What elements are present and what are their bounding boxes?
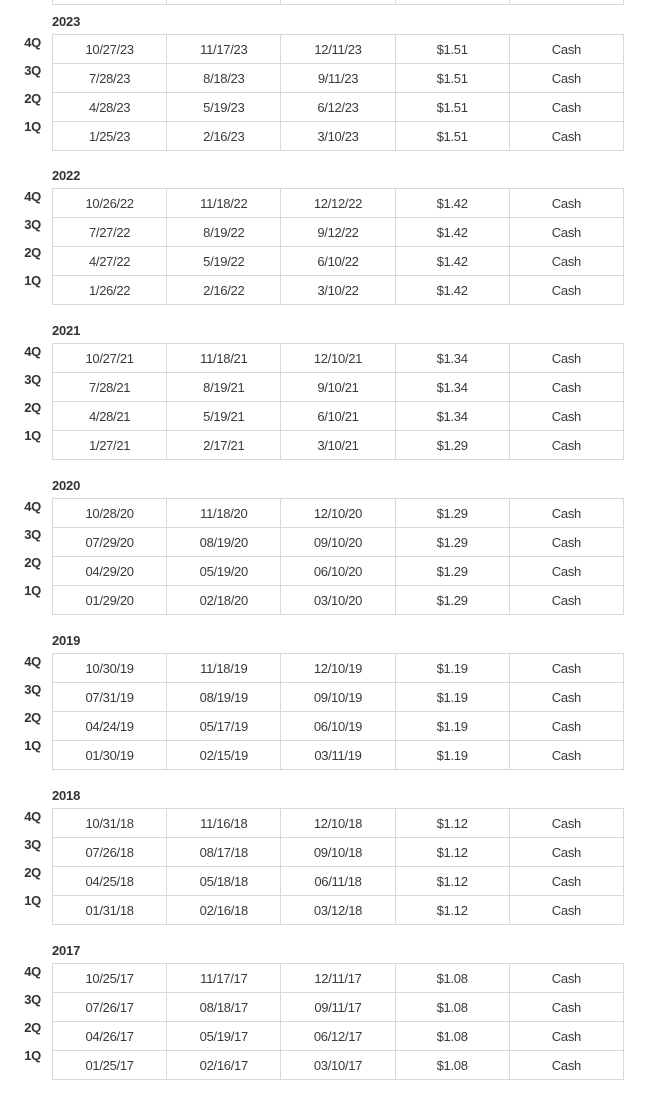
quarter-label: 1Q: [24, 738, 41, 753]
year-heading: 2021: [52, 323, 81, 338]
dividend-table: [52, 188, 624, 305]
record-date-cell: 08/17/18: [167, 838, 281, 867]
year-section: [0, 14, 650, 169]
record-date-cell: 2/16/23: [167, 122, 281, 151]
type-cell: Cash: [509, 528, 623, 557]
pay-date-cell: 09/11/17: [281, 993, 395, 1022]
quarter-label: 4Q: [24, 499, 41, 514]
previous-table-bottom: [52, 0, 624, 5]
type-cell: Cash: [509, 683, 623, 712]
type-cell: Cash: [509, 64, 623, 93]
quarter-label: 3Q: [24, 837, 41, 852]
amount-cell: $1.42: [395, 218, 509, 247]
quarter-label: 1Q: [24, 583, 41, 598]
quarter-label: 4Q: [24, 189, 41, 204]
quarter-label: 4Q: [24, 654, 41, 669]
table-row: [53, 499, 624, 528]
ex-date-cell: 7/27/22: [53, 218, 167, 247]
pay-date-cell: 03/10/17: [281, 1051, 395, 1080]
ex-date-cell: 04/26/17: [53, 1022, 167, 1051]
type-cell: Cash: [509, 189, 623, 218]
pay-date-cell: 12/11/23: [281, 35, 395, 64]
quarter-label: 2Q: [24, 400, 41, 415]
type-cell: Cash: [509, 1022, 623, 1051]
ex-date-cell: 7/28/23: [53, 64, 167, 93]
table-row: [53, 1022, 624, 1051]
amount-cell: $1.08: [395, 1051, 509, 1080]
quarter-label: 1Q: [24, 273, 41, 288]
record-date-cell: 08/19/20: [167, 528, 281, 557]
type-cell: Cash: [509, 499, 623, 528]
table-row: [53, 344, 624, 373]
quarter-label: 2Q: [24, 555, 41, 570]
table-row: [53, 741, 624, 770]
amount-cell: $1.29: [395, 528, 509, 557]
pay-date-cell: 03/11/19: [281, 741, 395, 770]
pay-date-cell: 3/10/21: [281, 431, 395, 460]
quarter-label: 2Q: [24, 1020, 41, 1035]
table-row: [53, 654, 624, 683]
amount-cell: $1.51: [395, 122, 509, 151]
ex-date-cell: 01/30/19: [53, 741, 167, 770]
record-date-cell: 5/19/22: [167, 247, 281, 276]
pay-date-cell: 12/10/19: [281, 654, 395, 683]
record-date-cell: 02/16/18: [167, 896, 281, 925]
quarter-label: 2Q: [24, 91, 41, 106]
quarter-label: 4Q: [24, 35, 41, 50]
pay-date-cell: 9/10/21: [281, 373, 395, 402]
year-heading: 2019: [52, 633, 81, 648]
amount-cell: $1.42: [395, 189, 509, 218]
ex-date-cell: 4/28/21: [53, 402, 167, 431]
amount-cell: $1.12: [395, 838, 509, 867]
type-cell: Cash: [509, 993, 623, 1022]
ex-date-cell: 10/30/19: [53, 654, 167, 683]
quarter-label: 1Q: [24, 428, 41, 443]
quarter-label: 1Q: [24, 893, 41, 908]
type-cell: Cash: [509, 276, 623, 305]
record-date-cell: 8/19/21: [167, 373, 281, 402]
type-cell: Cash: [509, 964, 623, 993]
ex-date-cell: 07/26/18: [53, 838, 167, 867]
record-date-cell: 5/19/21: [167, 402, 281, 431]
type-cell: Cash: [509, 557, 623, 586]
pay-date-cell: 12/10/20: [281, 499, 395, 528]
type-cell: Cash: [509, 344, 623, 373]
ex-date-cell: 1/27/21: [53, 431, 167, 460]
type-cell: Cash: [509, 431, 623, 460]
dividend-table: [52, 34, 624, 151]
ex-date-cell: 10/26/22: [53, 189, 167, 218]
quarter-label: 2Q: [24, 865, 41, 880]
ex-date-cell: 04/24/19: [53, 712, 167, 741]
record-date-cell: 05/19/17: [167, 1022, 281, 1051]
table-row: [53, 1051, 624, 1080]
pay-date-cell: 6/10/22: [281, 247, 395, 276]
year-heading: 2020: [52, 478, 81, 493]
table-row: [53, 557, 624, 586]
quarter-label: 4Q: [24, 809, 41, 824]
ex-date-cell: 04/29/20: [53, 557, 167, 586]
type-cell: Cash: [509, 218, 623, 247]
ex-date-cell: 10/27/21: [53, 344, 167, 373]
year-section: [0, 943, 650, 1098]
quarter-label: 3Q: [24, 63, 41, 78]
table-row: [53, 35, 624, 64]
amount-cell: $1.42: [395, 276, 509, 305]
pay-date-cell: 09/10/19: [281, 683, 395, 712]
amount-cell: $1.29: [395, 431, 509, 460]
ex-date-cell: 01/25/17: [53, 1051, 167, 1080]
ex-date-cell: 04/25/18: [53, 867, 167, 896]
type-cell: Cash: [509, 373, 623, 402]
record-date-cell: 11/16/18: [167, 809, 281, 838]
quarter-label: 3Q: [24, 682, 41, 697]
amount-cell: $1.29: [395, 557, 509, 586]
record-date-cell: 05/17/19: [167, 712, 281, 741]
pay-date-cell: 06/11/18: [281, 867, 395, 896]
record-date-cell: 08/18/17: [167, 993, 281, 1022]
year-heading: 2022: [52, 168, 81, 183]
amount-cell: $1.12: [395, 867, 509, 896]
record-date-cell: 11/17/23: [167, 35, 281, 64]
table-row: [53, 809, 624, 838]
ex-date-cell: 4/28/23: [53, 93, 167, 122]
amount-cell: $1.19: [395, 683, 509, 712]
amount-cell: $1.34: [395, 344, 509, 373]
dividend-table: [52, 963, 624, 1080]
table-row: [53, 431, 624, 460]
ex-date-cell: 4/27/22: [53, 247, 167, 276]
year-section: [0, 323, 650, 478]
quarter-label: 3Q: [24, 527, 41, 542]
table-row: [53, 373, 624, 402]
amount-cell: $1.34: [395, 402, 509, 431]
type-cell: Cash: [509, 896, 623, 925]
quarter-label: 1Q: [24, 119, 41, 134]
year-section: [0, 478, 650, 633]
pay-date-cell: 06/12/17: [281, 1022, 395, 1051]
record-date-cell: 11/18/19: [167, 654, 281, 683]
table-row: [53, 528, 624, 557]
table-row: [53, 189, 624, 218]
dividend-table: [52, 808, 624, 925]
table-row: [53, 247, 624, 276]
type-cell: Cash: [509, 35, 623, 64]
table-row: [53, 683, 624, 712]
record-date-cell: 8/18/23: [167, 64, 281, 93]
table-row: [53, 712, 624, 741]
year-section: [0, 788, 650, 943]
ex-date-cell: 10/27/23: [53, 35, 167, 64]
ex-date-cell: 10/25/17: [53, 964, 167, 993]
record-date-cell: 05/19/20: [167, 557, 281, 586]
record-date-cell: 8/19/22: [167, 218, 281, 247]
type-cell: Cash: [509, 838, 623, 867]
year-heading: 2023: [52, 14, 81, 29]
type-cell: Cash: [509, 402, 623, 431]
pay-date-cell: 06/10/19: [281, 712, 395, 741]
quarter-label: 3Q: [24, 217, 41, 232]
record-date-cell: 11/17/17: [167, 964, 281, 993]
quarter-label: 3Q: [24, 992, 41, 1007]
amount-cell: $1.08: [395, 1022, 509, 1051]
pay-date-cell: 3/10/22: [281, 276, 395, 305]
type-cell: Cash: [509, 1051, 623, 1080]
amount-cell: $1.42: [395, 247, 509, 276]
amount-cell: $1.34: [395, 373, 509, 402]
ex-date-cell: 01/31/18: [53, 896, 167, 925]
pay-date-cell: 06/10/20: [281, 557, 395, 586]
type-cell: Cash: [509, 247, 623, 276]
record-date-cell: 08/19/19: [167, 683, 281, 712]
year-section: [0, 168, 650, 323]
ex-date-cell: 07/29/20: [53, 528, 167, 557]
amount-cell: $1.19: [395, 741, 509, 770]
year-section: [0, 633, 650, 788]
type-cell: Cash: [509, 586, 623, 615]
table-row: [53, 122, 624, 151]
amount-cell: $1.29: [395, 499, 509, 528]
amount-cell: $1.29: [395, 586, 509, 615]
dividend-table: [52, 653, 624, 770]
pay-date-cell: 9/11/23: [281, 64, 395, 93]
amount-cell: $1.51: [395, 93, 509, 122]
ex-date-cell: 01/29/20: [53, 586, 167, 615]
ex-date-cell: 07/31/19: [53, 683, 167, 712]
type-cell: Cash: [509, 93, 623, 122]
pay-date-cell: 6/10/21: [281, 402, 395, 431]
record-date-cell: 2/17/21: [167, 431, 281, 460]
amount-cell: $1.51: [395, 64, 509, 93]
ex-date-cell: 07/26/17: [53, 993, 167, 1022]
pay-date-cell: 03/10/20: [281, 586, 395, 615]
amount-cell: $1.12: [395, 896, 509, 925]
table-row: [53, 993, 624, 1022]
pay-date-cell: 3/10/23: [281, 122, 395, 151]
record-date-cell: 05/18/18: [167, 867, 281, 896]
quarter-label: 2Q: [24, 710, 41, 725]
table-row: [53, 838, 624, 867]
record-date-cell: 11/18/21: [167, 344, 281, 373]
amount-cell: $1.19: [395, 712, 509, 741]
record-date-cell: 02/16/17: [167, 1051, 281, 1080]
record-date-cell: 5/19/23: [167, 93, 281, 122]
table-row: [53, 586, 624, 615]
amount-cell: $1.08: [395, 993, 509, 1022]
table-row: [53, 64, 624, 93]
table-row: [53, 93, 624, 122]
table-row: [53, 402, 624, 431]
pay-date-cell: 09/10/18: [281, 838, 395, 867]
amount-cell: $1.19: [395, 654, 509, 683]
record-date-cell: 11/18/20: [167, 499, 281, 528]
quarter-label: 4Q: [24, 344, 41, 359]
table-row: [53, 218, 624, 247]
type-cell: Cash: [509, 741, 623, 770]
quarter-label: 4Q: [24, 964, 41, 979]
amount-cell: $1.51: [395, 35, 509, 64]
table-row: [53, 964, 624, 993]
quarter-label: 2Q: [24, 245, 41, 260]
type-cell: Cash: [509, 654, 623, 683]
dividend-table: [52, 498, 624, 615]
type-cell: Cash: [509, 712, 623, 741]
pay-date-cell: 12/12/22: [281, 189, 395, 218]
pay-date-cell: 12/11/17: [281, 964, 395, 993]
pay-date-cell: 03/12/18: [281, 896, 395, 925]
ex-date-cell: 7/28/21: [53, 373, 167, 402]
type-cell: Cash: [509, 809, 623, 838]
ex-date-cell: 10/28/20: [53, 499, 167, 528]
pay-date-cell: 9/12/22: [281, 218, 395, 247]
type-cell: Cash: [509, 867, 623, 896]
pay-date-cell: 09/10/20: [281, 528, 395, 557]
ex-date-cell: 10/31/18: [53, 809, 167, 838]
pay-date-cell: 6/12/23: [281, 93, 395, 122]
table-row: [53, 867, 624, 896]
record-date-cell: 02/18/20: [167, 586, 281, 615]
quarter-label: 1Q: [24, 1048, 41, 1063]
ex-date-cell: 1/26/22: [53, 276, 167, 305]
table-row: [53, 276, 624, 305]
table-row: [53, 896, 624, 925]
quarter-label: 3Q: [24, 372, 41, 387]
type-cell: Cash: [509, 122, 623, 151]
pay-date-cell: 12/10/21: [281, 344, 395, 373]
dividend-table: [52, 343, 624, 460]
year-heading: 2018: [52, 788, 81, 803]
record-date-cell: 02/15/19: [167, 741, 281, 770]
record-date-cell: 2/16/22: [167, 276, 281, 305]
pay-date-cell: 12/10/18: [281, 809, 395, 838]
ex-date-cell: 1/25/23: [53, 122, 167, 151]
record-date-cell: 11/18/22: [167, 189, 281, 218]
amount-cell: $1.12: [395, 809, 509, 838]
year-heading: 2017: [52, 943, 81, 958]
amount-cell: $1.08: [395, 964, 509, 993]
